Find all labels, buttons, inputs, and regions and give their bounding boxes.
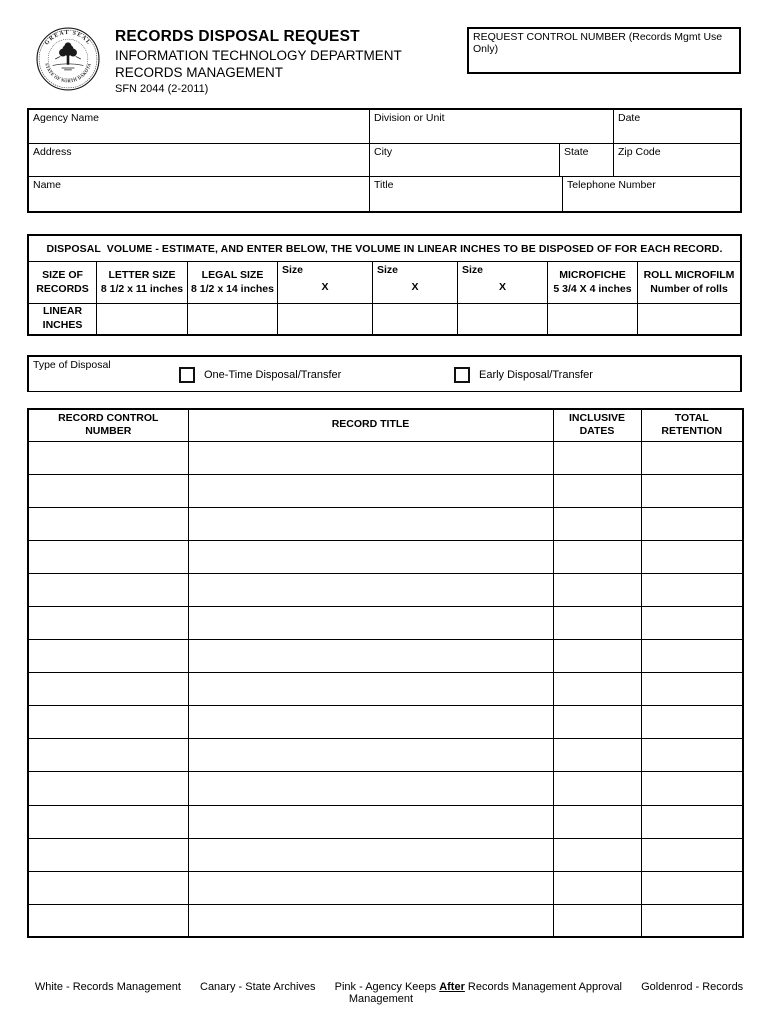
agency-info-table (27, 108, 742, 213)
name-label: Name (33, 179, 62, 191)
record-cell[interactable] (553, 606, 641, 639)
linear-inches-input-cell[interactable] (373, 304, 458, 334)
goldenrod-copy-note: Goldenrod - Records Management (348, 981, 744, 1005)
col-record-title (188, 409, 553, 441)
record-cell[interactable] (28, 606, 188, 639)
col-label: RECORD CONTROL (58, 411, 159, 424)
col-label: INCLUSIVE (568, 411, 625, 424)
record-cell[interactable] (28, 673, 188, 706)
record-row (28, 706, 743, 739)
title-label: Title (374, 179, 394, 191)
pink-copy-suffix: Records Management Approval (464, 981, 623, 993)
col-label: Number of rolls (650, 282, 728, 295)
row-label: LINEAR (42, 305, 83, 318)
record-row (28, 904, 743, 937)
request-control-number-label: REQUEST CONTROL NUMBER (Records Mgmt Use Only) (473, 31, 723, 55)
col-label: RECORD TITLE (331, 418, 410, 431)
svg-text:GREAT SEAL: GREAT SEAL (43, 29, 93, 47)
record-cell[interactable] (28, 640, 188, 673)
record-row (28, 871, 743, 904)
record-cell[interactable] (188, 573, 553, 606)
record-cell[interactable] (553, 673, 641, 706)
agency-name-field[interactable] (29, 110, 370, 143)
record-cell[interactable] (641, 474, 743, 507)
record-cell[interactable] (641, 838, 743, 871)
col-size-of-records (29, 262, 97, 303)
record-cell[interactable] (28, 838, 188, 871)
state-seal (36, 27, 100, 96)
record-cell[interactable] (28, 772, 188, 805)
col-label: 5 3/4 X 4 inches (553, 282, 632, 295)
col-label: DATES (579, 425, 615, 438)
record-cell[interactable] (28, 474, 188, 507)
telephone-label: Telephone Number (567, 179, 656, 191)
record-cell[interactable] (641, 706, 743, 739)
record-row (28, 739, 743, 772)
col-total-retention (641, 409, 743, 441)
division-label: Division or Unit (374, 112, 445, 124)
date-label: Date (618, 112, 641, 124)
size-x-label: X (411, 281, 419, 293)
col-inclusive-dates (553, 409, 641, 441)
record-table-body (28, 441, 743, 937)
form-number: SFN 2044 (2-2011) (115, 83, 209, 95)
linear-inches-label-cell (29, 304, 97, 334)
record-cell[interactable] (188, 838, 553, 871)
early-disposal-label: Early Disposal/Transfer (479, 369, 593, 381)
record-cell[interactable] (188, 540, 553, 573)
linear-inches-input-cell[interactable] (97, 304, 188, 334)
address-field[interactable] (29, 144, 370, 177)
col-label: LETTER SIZE (108, 268, 176, 281)
col-roll-microfilm (638, 262, 740, 303)
col-label: RECORDS (36, 282, 89, 295)
record-list-table (27, 408, 744, 938)
one-time-disposal-label: One-Time Disposal/Transfer (204, 369, 342, 381)
col-legal-size (188, 262, 278, 303)
agency-row-1 (29, 110, 740, 144)
record-cell[interactable] (28, 805, 188, 838)
col-label: RETENTION (661, 425, 723, 438)
address-label: Address (33, 145, 72, 158)
linear-inches-input-cell[interactable] (188, 304, 278, 334)
record-cell[interactable] (553, 540, 641, 573)
name-field[interactable] (29, 177, 370, 211)
col-other-size-1[interactable] (278, 262, 373, 303)
record-row (28, 573, 743, 606)
record-cell[interactable] (28, 441, 188, 474)
size-x-label: X (321, 281, 329, 293)
white-copy-note: White - Records Management (34, 981, 181, 993)
record-cell[interactable] (553, 640, 641, 673)
record-cell[interactable] (28, 739, 188, 772)
record-cell[interactable] (641, 507, 743, 540)
col-label: TOTAL (674, 411, 709, 424)
disposal-volume-header-row (29, 262, 740, 304)
svg-text:STATE OF NORTH DAKOTA: STATE OF NORTH DAKOTA (44, 62, 92, 84)
record-cell[interactable] (28, 507, 188, 540)
type-of-disposal-label: Type of Disposal (33, 359, 111, 371)
record-cell[interactable] (553, 441, 641, 474)
record-cell[interactable] (641, 640, 743, 673)
record-cell[interactable] (641, 739, 743, 772)
pink-copy-note (335, 981, 622, 993)
record-cell[interactable] (188, 507, 553, 540)
form-division: RECORDS MANAGEMENT (115, 65, 284, 80)
record-cell[interactable] (553, 772, 641, 805)
record-cell[interactable] (188, 772, 553, 805)
one-time-disposal-checkbox[interactable] (179, 367, 195, 383)
record-cell[interactable] (641, 805, 743, 838)
col-label: ROLL MICROFILM (643, 268, 735, 281)
record-row (28, 507, 743, 540)
state-label: State (564, 145, 589, 158)
col-label: LEGAL SIZE (201, 268, 264, 281)
seal-tree-icon (53, 42, 84, 70)
col-label: 8 1/2 x 11 inches (100, 282, 184, 295)
record-cell[interactable] (188, 640, 553, 673)
col-other-size-2[interactable] (373, 262, 458, 303)
record-cell[interactable] (553, 507, 641, 540)
col-record-control-number (28, 409, 188, 441)
record-cell[interactable] (553, 739, 641, 772)
record-row (28, 805, 743, 838)
record-row (28, 640, 743, 673)
north-dakota-seal-icon (36, 27, 100, 91)
record-cell[interactable] (28, 871, 188, 904)
record-row (28, 606, 743, 639)
linear-inches-input-cell[interactable] (278, 304, 373, 334)
record-cell[interactable] (641, 772, 743, 805)
col-letter-size (97, 262, 188, 303)
zip-code-field[interactable] (614, 144, 740, 177)
col-label: MICROFICHE (559, 268, 626, 281)
record-cell[interactable] (28, 904, 188, 937)
city-field[interactable] (370, 144, 560, 177)
agency-row-3 (29, 177, 740, 211)
row-label: INCHES (42, 319, 83, 331)
record-cell[interactable] (641, 871, 743, 904)
copy-distribution-footer (0, 981, 770, 1005)
record-row (28, 540, 743, 573)
record-row (28, 772, 743, 805)
telephone-field[interactable] (563, 177, 740, 211)
col-label: 8 1/2 x 14 inches (191, 282, 274, 295)
linear-inches-input-cell[interactable] (638, 304, 740, 334)
record-cell[interactable] (641, 904, 743, 937)
col-label: NUMBER (85, 425, 132, 438)
record-cell[interactable] (553, 805, 641, 838)
col-microfiche (548, 262, 638, 303)
record-row (28, 474, 743, 507)
col-label: SIZE OF (42, 268, 83, 281)
record-cell[interactable] (188, 474, 553, 507)
record-cell[interactable] (28, 573, 188, 606)
record-cell[interactable] (28, 540, 188, 573)
col-other-size-3[interactable] (458, 262, 548, 303)
canary-copy-note: Canary - State Archives (200, 981, 316, 993)
state-field[interactable] (560, 144, 614, 177)
record-cell[interactable] (553, 573, 641, 606)
record-row (28, 673, 743, 706)
record-cell[interactable] (188, 871, 553, 904)
record-cell[interactable] (553, 871, 641, 904)
request-control-number-field[interactable] (467, 27, 741, 74)
record-cell[interactable] (188, 904, 553, 937)
size-label: Size (462, 264, 484, 276)
disposal-volume-caption: DISPOSAL VOLUME - ESTIMATE, AND ENTER BELOW, THE VOLUME IN LINEAR INCHES TO BE DISPOSED OF FOR EACH RECORD. (29, 236, 740, 262)
pink-copy-prefix: Pink - Agency Keeps (334, 981, 440, 993)
record-cell[interactable] (641, 540, 743, 573)
record-cell[interactable] (641, 673, 743, 706)
size-label: Size (377, 264, 399, 276)
disposal-volume-table (27, 234, 742, 336)
record-cell[interactable] (641, 573, 743, 606)
record-cell[interactable] (641, 441, 743, 474)
record-cell[interactable] (553, 706, 641, 739)
record-cell[interactable] (188, 739, 553, 772)
size-label: Size (282, 264, 304, 276)
linear-inches-input-cell[interactable] (548, 304, 638, 334)
agency-row-2 (29, 144, 740, 178)
record-cell[interactable] (641, 606, 743, 639)
linear-inches-input-cell[interactable] (458, 304, 548, 334)
division-field[interactable] (370, 110, 614, 143)
record-cell[interactable] (553, 474, 641, 507)
record-cell[interactable] (28, 706, 188, 739)
pink-copy-emphasis: After (439, 981, 465, 993)
size-x-label: X (498, 281, 506, 293)
record-cell[interactable] (188, 441, 553, 474)
record-cell[interactable] (188, 805, 553, 838)
form-department: INFORMATION TECHNOLOGY DEPARTMENT (115, 48, 402, 63)
record-cell[interactable] (188, 706, 553, 739)
record-cell[interactable] (553, 904, 641, 937)
zip-code-label: Zip Code (618, 145, 661, 158)
early-disposal-option[interactable] (454, 367, 593, 383)
type-of-disposal-section (27, 355, 742, 392)
form-header (115, 28, 402, 95)
one-time-disposal-option[interactable] (179, 367, 341, 383)
record-cell[interactable] (188, 673, 553, 706)
agency-name-label: Agency Name (33, 112, 99, 124)
record-cell[interactable] (553, 838, 641, 871)
form-title: RECORDS DISPOSAL REQUEST (115, 28, 360, 45)
record-table-header-row (28, 409, 743, 441)
title-field[interactable] (370, 177, 563, 211)
record-row (28, 441, 743, 474)
early-disposal-checkbox[interactable] (454, 367, 470, 383)
record-cell[interactable] (188, 606, 553, 639)
city-label: City (374, 145, 393, 158)
record-row (28, 838, 743, 871)
linear-inches-row (29, 304, 740, 334)
date-field[interactable] (614, 110, 740, 143)
